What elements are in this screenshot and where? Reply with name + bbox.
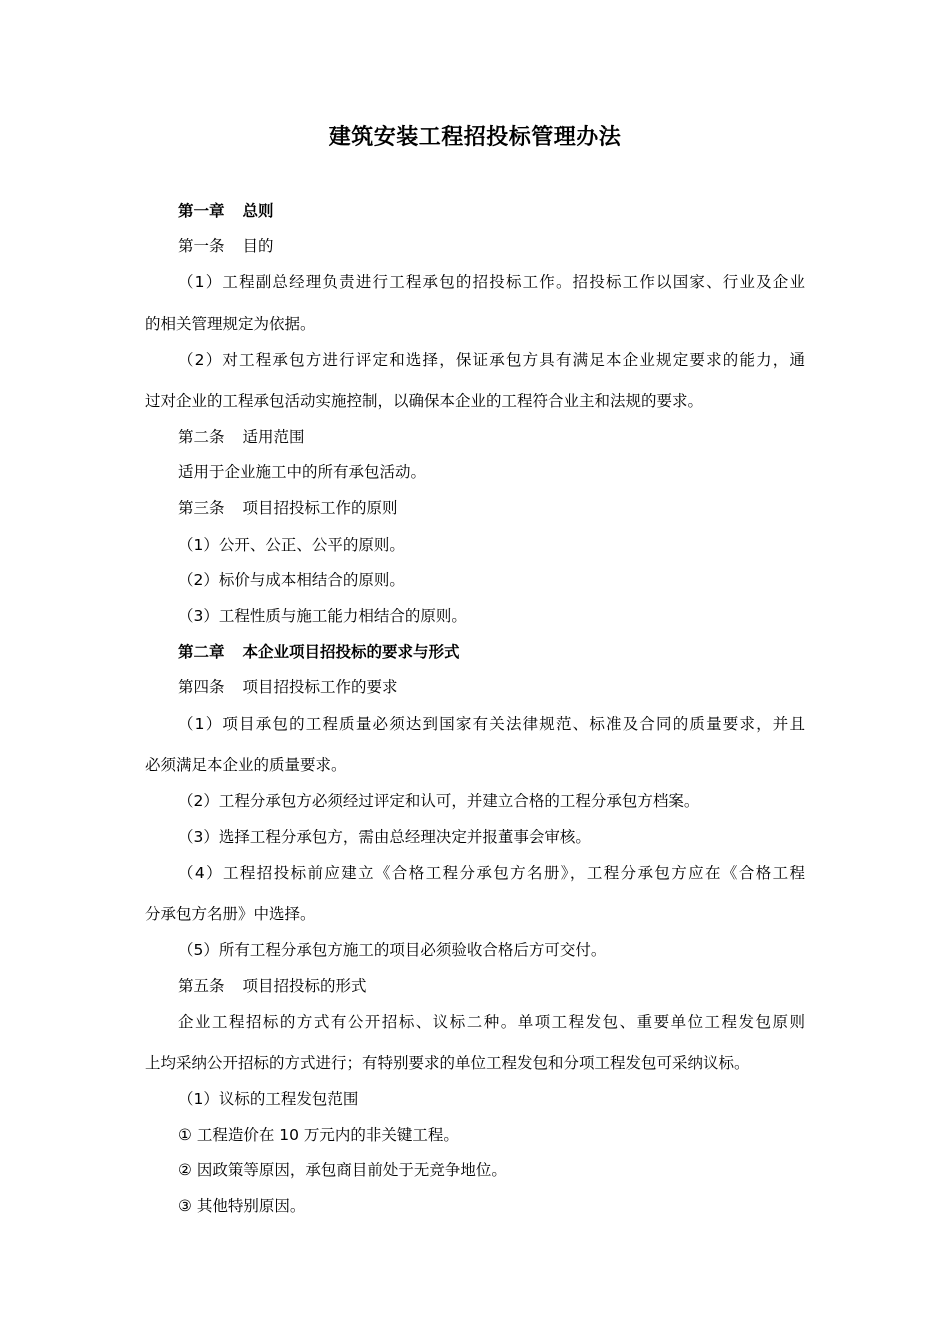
article-4-item-1-line-2: 必须满足本企业的质量要求。 — [145, 756, 347, 774]
chapter-1-number: 第一章 — [178, 202, 225, 220]
article-5-name: 项目招投标的形式 — [242, 977, 367, 995]
article-4-number: 第四条 — [178, 678, 225, 696]
article-4-name: 项目招投标工作的要求 — [242, 678, 398, 696]
article-1-paragraph-2-line-1: （2）对工程承包方进行评定和选择，保证承包方具有满足本企业规定要求的能力，通 — [178, 351, 805, 369]
article-1-name: 目的 — [242, 237, 274, 255]
article-3-number: 第三条 — [178, 499, 225, 517]
article-3-heading — [178, 497, 398, 519]
chapter-1-heading — [178, 200, 274, 222]
chapter-2-heading — [178, 641, 460, 663]
article-5-subitem-1: ① 工程造价在 10 万元内的非关键工程。 — [178, 1126, 459, 1144]
article-5-heading — [178, 975, 367, 997]
article-4-item-5: （5）所有工程分承包方施工的项目必须验收合格后方可交付。 — [178, 941, 607, 959]
article-5-paragraph-1-line-2: 上均采纳公开招标的方式进行；有特别要求的单位工程发包和分项工程发包可采纳议标。 — [145, 1054, 750, 1072]
article-1-paragraph-2-line-2: 过对企业的工程承包活动实施控制，以确保本企业的工程符合业主和法规的要求。 — [145, 392, 704, 410]
article-4-item-4-line-1: （4）工程招投标前应建立《合格工程分承包方名册》，工程分承包方应在《合格工程 — [178, 864, 805, 882]
article-3-item-1: （1）公开、公正、公平的原则。 — [178, 536, 405, 554]
article-3-item-3: （3）工程性质与施工能力相结合的原则。 — [178, 607, 467, 625]
article-4-heading — [178, 676, 398, 698]
article-3-name: 项目招投标工作的原则 — [242, 499, 398, 517]
article-2-heading — [178, 426, 305, 448]
article-1-heading — [178, 235, 274, 257]
article-5-paragraph-1-line-1: 企业工程招标的方式有公开招标、议标二种。单项工程发包、重要单位工程发包原则 — [178, 1013, 805, 1031]
chapter-1-name: 总则 — [242, 202, 274, 220]
article-4-item-2: （2）工程分承包方必须经过评定和认可，并建立合格的工程分承包方档案。 — [178, 792, 700, 810]
article-4-item-4-line-2: 分承包方名册》中选择。 — [145, 905, 316, 923]
chapter-2-number: 第二章 — [178, 643, 225, 661]
article-1-paragraph-1-line-2: 的相关管理规定为依据。 — [145, 315, 316, 333]
article-5-subitem-2: ② 因政策等原因，承包商目前处于无竞争地位。 — [178, 1161, 507, 1179]
article-5-subitem-3: ③ 其他特别原因。 — [178, 1197, 306, 1215]
chapter-2-name: 本企业项目招投标的要求与形式 — [242, 643, 460, 661]
article-4-item-3: （3）选择工程分承包方，需由总经理决定并报董事会审核。 — [178, 828, 591, 846]
article-1-number: 第一条 — [178, 237, 225, 255]
article-2-paragraph-1: 适用于企业施工中的所有承包活动。 — [178, 463, 427, 481]
article-4-item-1-line-1: （1）项目承包的工程质量必须达到国家有关法律规范、标准及合同的质量要求，并且 — [178, 715, 805, 733]
article-5-item-1: （1）议标的工程发包范围 — [178, 1090, 359, 1108]
document-title: 建筑安装工程招投标管理办法 — [328, 125, 622, 150]
article-5-number: 第五条 — [178, 977, 225, 995]
article-2-number: 第二条 — [178, 428, 225, 446]
article-3-item-2: （2）标价与成本相结合的原则。 — [178, 571, 405, 589]
article-1-paragraph-1-line-1: （1）工程副总经理负责进行工程承包的招投标工作。招投标工作以国家、行业及企业 — [178, 273, 805, 291]
article-2-name: 适用范围 — [242, 428, 305, 446]
